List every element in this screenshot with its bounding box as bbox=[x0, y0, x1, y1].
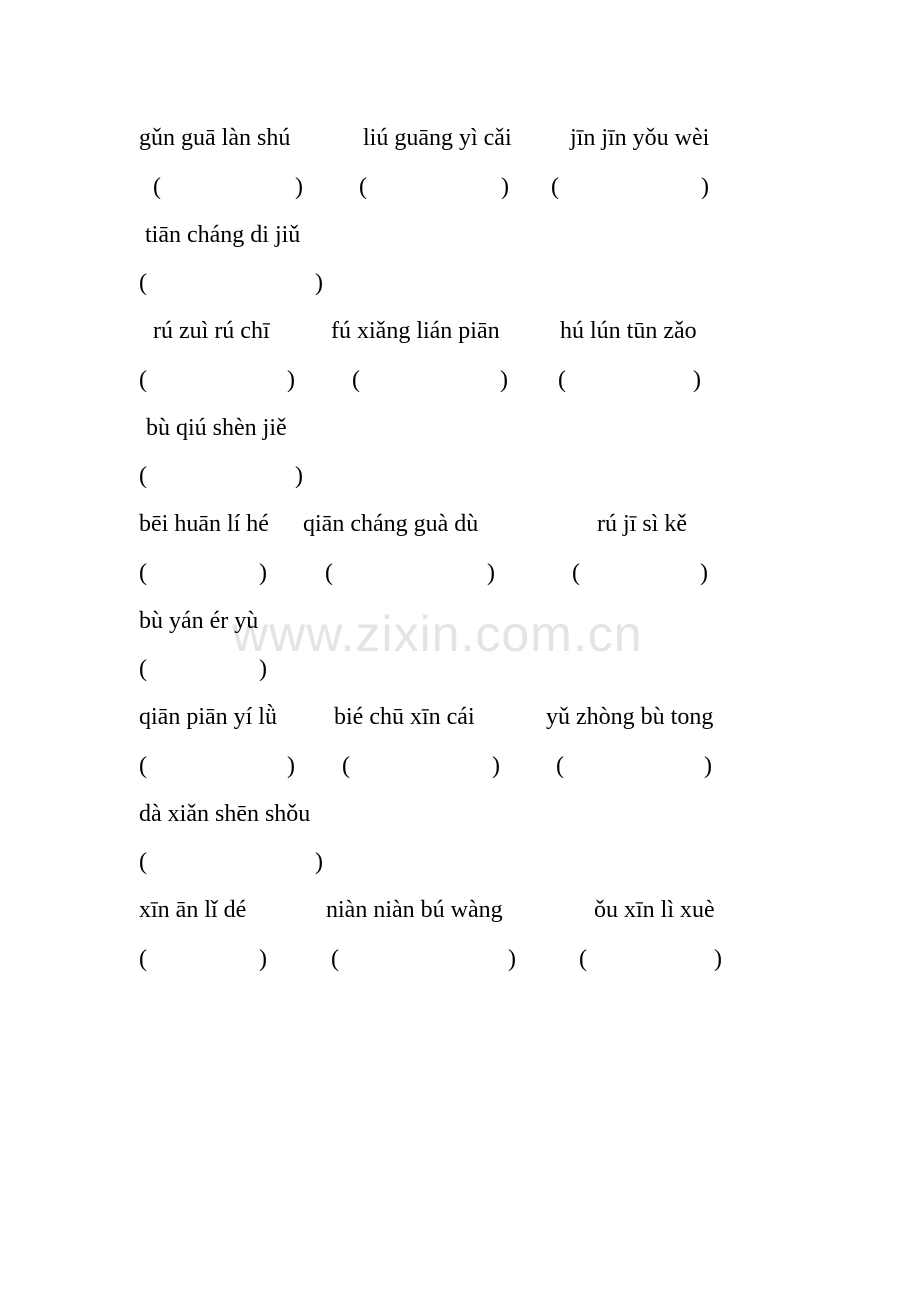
answer-paren-open: ( bbox=[331, 946, 339, 972]
answer-paren-close: ) bbox=[693, 367, 701, 393]
answer-paren-open: ( bbox=[139, 463, 147, 489]
pinyin-item: xīn ān lǐ dé bbox=[139, 897, 247, 923]
answer-paren-close: ) bbox=[501, 174, 509, 200]
answer-paren-open: ( bbox=[139, 849, 147, 875]
answer-paren-close: ) bbox=[287, 753, 295, 779]
pinyin-item: yǔ zhòng bù tong bbox=[546, 704, 714, 730]
pinyin-item: gǔn guā làn shú bbox=[139, 125, 291, 151]
watermark: www.zixin.com.cn bbox=[232, 606, 643, 662]
pinyin-item: rú zuì rú chī bbox=[153, 318, 270, 344]
answer-paren-close: ) bbox=[704, 753, 712, 779]
answer-paren-open: ( bbox=[139, 560, 147, 586]
answer-paren-open: ( bbox=[558, 367, 566, 393]
answer-paren-close: ) bbox=[487, 560, 495, 586]
pinyin-item: bù qiú shèn jiě bbox=[146, 415, 287, 441]
answer-paren-close: ) bbox=[500, 367, 508, 393]
answer-paren-open: ( bbox=[139, 270, 147, 296]
answer-paren-open: ( bbox=[572, 560, 580, 586]
answer-paren-open: ( bbox=[139, 656, 147, 682]
answer-paren-open: ( bbox=[556, 753, 564, 779]
pinyin-item: qiān piān yí lǜ bbox=[139, 704, 277, 730]
answer-paren-close: ) bbox=[315, 849, 323, 875]
answer-paren-close: ) bbox=[259, 560, 267, 586]
answer-paren-close: ) bbox=[295, 463, 303, 489]
answer-paren-open: ( bbox=[342, 753, 350, 779]
pinyin-item: liú guāng yì cǎi bbox=[363, 125, 512, 151]
pinyin-item: hú lún tūn zǎo bbox=[560, 318, 697, 344]
answer-paren-open: ( bbox=[325, 560, 333, 586]
pinyin-item: rú jī sì kě bbox=[597, 511, 687, 537]
answer-paren-close: ) bbox=[295, 174, 303, 200]
answer-paren-close: ) bbox=[259, 656, 267, 682]
answer-paren-open: ( bbox=[139, 946, 147, 972]
answer-paren-close: ) bbox=[315, 270, 323, 296]
answer-paren-close: ) bbox=[701, 174, 709, 200]
pinyin-item: fú xiǎng lián piān bbox=[331, 318, 500, 344]
answer-paren-open: ( bbox=[153, 174, 161, 200]
answer-paren-open: ( bbox=[139, 367, 147, 393]
answer-paren-close: ) bbox=[259, 946, 267, 972]
pinyin-item: jīn jīn yǒu wèi bbox=[570, 125, 710, 151]
pinyin-item: bù yán ér yù bbox=[139, 608, 259, 634]
pinyin-item: ǒu xīn lì xuè bbox=[594, 897, 715, 923]
answer-paren-open: ( bbox=[359, 174, 367, 200]
pinyin-item: tiān cháng di jiǔ bbox=[145, 222, 301, 248]
answer-paren-close: ) bbox=[508, 946, 516, 972]
answer-paren-close: ) bbox=[287, 367, 295, 393]
answer-paren-close: ) bbox=[492, 753, 500, 779]
answer-paren-close: ) bbox=[714, 946, 722, 972]
pinyin-item: bēi huān lí hé bbox=[139, 511, 269, 537]
answer-paren-open: ( bbox=[551, 174, 559, 200]
pinyin-item: niàn niàn bú wàng bbox=[326, 897, 503, 923]
pinyin-item: qiān cháng guà dù bbox=[303, 511, 479, 537]
pinyin-item: bié chū xīn cái bbox=[334, 704, 475, 730]
pinyin-item: dà xiǎn shēn shǒu bbox=[139, 801, 311, 827]
answer-paren-open: ( bbox=[352, 367, 360, 393]
answer-paren-open: ( bbox=[139, 753, 147, 779]
answer-paren-open: ( bbox=[579, 946, 587, 972]
answer-paren-close: ) bbox=[700, 560, 708, 586]
